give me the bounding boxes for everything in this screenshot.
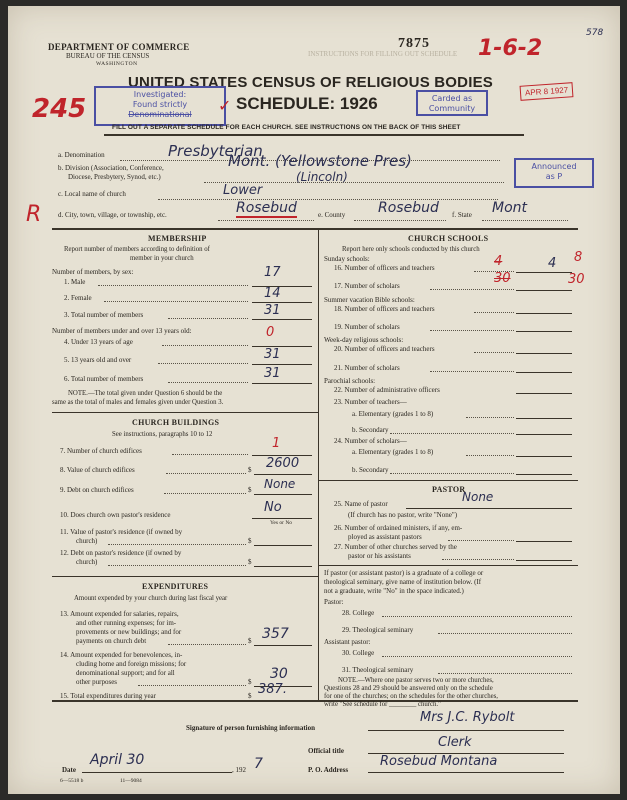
- expenditures-heading: EXPENDITURES: [142, 582, 209, 591]
- date-value: April 30: [90, 752, 145, 768]
- graduate-note-3: not a graduate, write "No" in the space indicated.): [324, 587, 464, 595]
- q25-label: 25. Name of pastor: [334, 500, 388, 508]
- buildings-rule: [52, 412, 318, 413]
- q10-answer-line: [252, 518, 312, 519]
- bureau-label: BUREAU OF THE CENSUS: [66, 52, 150, 60]
- q6-leader: [168, 382, 248, 383]
- q18-label: 18. Number of officers and teachers: [334, 305, 435, 313]
- local-name-line: [158, 199, 498, 200]
- q16-answer-line: [516, 272, 572, 273]
- division-value: Mont. (Yellowstone Pres): [228, 152, 412, 170]
- q11-answer-line: [254, 545, 312, 546]
- schedule-title: SCHEDULE: 1926: [236, 94, 378, 113]
- table-top-rule: [52, 228, 578, 230]
- announced-stamp: [514, 158, 594, 188]
- q27-leader: [442, 559, 514, 560]
- department-label: DEPARTMENT OF COMMERCE: [48, 42, 190, 52]
- date-line: [82, 772, 232, 773]
- q26-leader: [448, 540, 514, 541]
- buildings-intro: See instructions, paragraphs 10 to 12: [112, 431, 213, 438]
- county-line: [354, 220, 446, 221]
- q10-hint: Yes or No: [270, 520, 293, 526]
- official-title-label: Official title: [308, 747, 344, 755]
- stamp-investigated-text: Investigated:: [133, 90, 187, 99]
- q14-line4: other purposes: [76, 678, 118, 686]
- q26-answer-line: [516, 541, 572, 542]
- q12-label-line2: church): [76, 558, 98, 566]
- q16-value: 4: [494, 254, 503, 269]
- q13-value: 357: [262, 626, 289, 642]
- q30-label: 30. College: [342, 649, 375, 657]
- margin-r-annotation: R: [26, 202, 42, 227]
- q23a-leader: [466, 417, 514, 418]
- stamp-found-text: Found strictly: [132, 100, 188, 109]
- q2-value: 14: [264, 286, 281, 301]
- po-address-line: [368, 772, 564, 773]
- q29-label: 29. Theological seminary: [342, 626, 414, 634]
- pastor-note-2: Questions 28 and 29 should be answered only on the schedule: [324, 685, 493, 692]
- instruction-line: FILL OUT A SEPARATE SCHEDULE FOR EACH CHURCH. SEE INSTRUCTIONS ON THE BACK OF THIS SHEET: [112, 124, 461, 131]
- q17-answer-line: [516, 290, 572, 291]
- q4-label: 4. Under 13 years of age: [64, 338, 133, 346]
- q23-label: 23. Number of teachers—: [334, 398, 407, 406]
- members-by-sex-label: Number of members, by sex:: [52, 268, 134, 276]
- buildings-heading: CHURCH BUILDINGS: [132, 418, 220, 427]
- q11-dollar: $: [248, 537, 252, 545]
- stamp-denominational-text: Denominational: [128, 110, 192, 119]
- q3-leader: [168, 318, 248, 319]
- denomination-label: a. Denomination: [58, 151, 105, 159]
- assistant-sub-label: Assistant pastor:: [324, 638, 371, 646]
- pastor-note-3: for one of the churches; on the schedules for the other churches,: [324, 693, 499, 700]
- year-prefix: , 192: [232, 766, 246, 774]
- state-value: Mont: [492, 200, 528, 216]
- graduate-rule: [318, 565, 578, 566]
- census-schedule-sheet: [8, 6, 620, 794]
- pastor-heading: PASTOR: [432, 485, 466, 494]
- po-address-value: Rosebud Montana: [380, 754, 498, 769]
- q21-leader: [430, 371, 514, 372]
- q9-dollar: $: [248, 486, 252, 494]
- q24b-leader: [390, 473, 514, 474]
- stamp-announced-text: Announced: [531, 162, 577, 171]
- q1-label: 1. Male: [64, 278, 86, 286]
- state-label: f. State: [452, 211, 472, 219]
- city-label: d. City, town, village, or township, etc.: [58, 211, 167, 219]
- q18-leader: [474, 312, 514, 313]
- graduate-note-2: theological seminary, give name of institution below. (If: [324, 578, 482, 586]
- q9-label: 9. Debt on church edifices: [60, 486, 134, 494]
- q24b-answer-line: [516, 474, 572, 475]
- q13-line1: 13. Amount expended for salaries, repairs,: [60, 610, 179, 618]
- q5-label: 5. 13 years old and over: [64, 356, 132, 364]
- q23b-answer-line: [516, 434, 572, 435]
- q27-line2: pastor or his assistants: [348, 552, 411, 560]
- q20-label: 20. Number of officers and teachers: [334, 345, 435, 353]
- q9-value: None: [264, 477, 296, 491]
- q24a-label: a. Elementary (grades 1 to 8): [352, 448, 434, 456]
- city-value: Rosebud: [236, 200, 297, 216]
- schools-intro: Report here only schools conducted by this church: [342, 246, 480, 253]
- q14-dollar: $: [248, 678, 252, 686]
- local-name-label: c. Local name of church: [58, 190, 126, 198]
- q17-value: 30: [494, 271, 511, 286]
- membership-intro-1: Report number of members according to definition of: [64, 246, 210, 253]
- signature-line: [368, 730, 564, 731]
- q14-line3: denominational support; and for all: [76, 669, 175, 677]
- q24b-label: b. Secondary: [352, 466, 389, 474]
- q5-value: 31: [264, 347, 281, 362]
- pastor-rule: [318, 480, 578, 481]
- stamp-carded-text: Carded as: [431, 94, 473, 103]
- q13-leader: [168, 644, 246, 645]
- q10-value: No: [264, 500, 282, 515]
- q22-label: 22. Number of administrative officers: [334, 386, 440, 394]
- header-rule: [104, 134, 524, 136]
- q8-leader: [166, 473, 246, 474]
- q3-value: 31: [264, 303, 281, 318]
- q17-leader: [430, 289, 514, 290]
- expenditures-rule: [52, 576, 318, 577]
- date-label: Date: [62, 766, 76, 774]
- q3-label: 3. Total number of members: [64, 311, 144, 319]
- q12-dollar: $: [248, 558, 252, 566]
- division-value-secondary: (Lincoln): [296, 170, 348, 184]
- q5-leader: [158, 363, 248, 364]
- q30-leader: [382, 656, 572, 657]
- q9-answer-line: [254, 494, 312, 495]
- q15-value: 387.: [258, 682, 287, 697]
- q5-answer-line: [252, 364, 312, 365]
- state-line: [482, 220, 568, 221]
- weekday-schools-label: Week-day religious schools:: [324, 336, 404, 344]
- form-code: 11—9084: [120, 778, 142, 784]
- city-line: [218, 220, 314, 221]
- signature-label: Signature of person furnishing information: [186, 724, 315, 732]
- stamp-as-text: as P: [545, 172, 563, 181]
- parochial-schools-label: Parochial schools:: [324, 377, 376, 385]
- date-received-stamp: APR 8 1927: [520, 82, 574, 101]
- page-number: 578: [586, 28, 604, 38]
- denomination-value: Presbyterian: [168, 142, 263, 160]
- q19-label: 19. Number of scholars: [334, 323, 400, 331]
- q6-label: 6. Total number of members: [64, 375, 144, 383]
- q7-value: 1: [272, 436, 281, 451]
- left-code-annotation: 245: [32, 94, 87, 124]
- q8-label: 8. Value of church edifices: [60, 466, 135, 474]
- q21-answer-line: [516, 372, 572, 373]
- membership-note-2: same as the total of males and females given under Question 3.: [52, 399, 224, 406]
- q7-leader: [172, 454, 248, 455]
- q15-dollar: $: [248, 692, 252, 700]
- q17-label: 17. Number of scholars: [334, 282, 400, 290]
- q6-value: 31: [264, 366, 281, 381]
- q19-answer-line: [516, 331, 572, 332]
- q2-label: 2. Female: [64, 294, 92, 302]
- q24a-answer-line: [516, 456, 572, 457]
- q25-value: None: [462, 490, 494, 504]
- q23b-leader: [390, 433, 514, 434]
- form-title: UNITED STATES CENSUS OF RELIGIOUS BODIES: [128, 74, 493, 91]
- q26-line2: ployed as assistant pastors: [348, 533, 422, 541]
- q20-leader: [474, 352, 514, 353]
- q12-label-line1: 12. Debt on pastor's residence (if owned by: [60, 549, 182, 557]
- q11-label-line1: 11. Value of pastor's residence (if owned by: [60, 528, 183, 536]
- q23a-label: a. Elementary (grades 1 to 8): [352, 410, 434, 418]
- q16-margin-value: 8: [574, 250, 583, 265]
- q16-label: 16. Number of officers and teachers: [334, 264, 435, 272]
- faint-header-text: INSTRUCTIONS FOR FILLING OUT SCHEDULE: [308, 50, 458, 58]
- membership-heading: MEMBERSHIP: [148, 234, 207, 243]
- q13-line3: provements or new buildings; and for: [76, 628, 182, 636]
- q27-answer-line: [516, 560, 572, 561]
- schools-heading: CHURCH SCHOOLS: [408, 234, 489, 243]
- q16-correction: 4: [548, 256, 557, 271]
- signature-value: Mrs J.C. Rybolt: [420, 710, 515, 725]
- form-number: 6—5518 b: [60, 778, 84, 784]
- q14-line2: cluding home and foreign missions; for: [76, 660, 187, 668]
- q13-line2: and other running expenses; for im-: [76, 619, 177, 627]
- q8-answer-line: [254, 474, 312, 475]
- year-value: 7: [254, 756, 263, 772]
- q13-dollar: $: [248, 637, 252, 645]
- q4-leader: [162, 345, 248, 346]
- q25-hint: (If church has no pastor, write "None"): [348, 511, 458, 519]
- county-value: Rosebud: [378, 200, 439, 216]
- q8-value: 2600: [266, 456, 300, 471]
- q25-answer-line: [406, 508, 572, 509]
- q1-value: 17: [264, 265, 281, 280]
- pastor-sub-label: Pastor:: [324, 598, 344, 606]
- expenditures-intro: Amount expended by your church during last fiscal year: [74, 595, 228, 602]
- pastor-note-4: write "See schedule for ________ church.": [324, 701, 441, 708]
- q23a-answer-line: [516, 418, 572, 419]
- q24a-leader: [466, 455, 514, 456]
- q14-line1: 14. Amount expended for benevolences, in-: [60, 651, 183, 659]
- column-divider: [318, 228, 319, 700]
- q29-leader: [438, 633, 572, 634]
- q4-answer-line: [252, 346, 312, 347]
- division-label-line1: b. Division (Association, Conference,: [58, 164, 164, 172]
- q15-label: 15. Total expenditures during year: [60, 692, 156, 700]
- q31-leader: [438, 673, 572, 674]
- check-mark-icon: ✓: [218, 96, 232, 115]
- q23b-label: b. Secondary: [352, 426, 389, 434]
- q21-label: 21. Number of scholars: [334, 364, 400, 372]
- q2-leader: [104, 301, 248, 302]
- graduate-note-1: If pastor (or assistant pastor) is a graduate of a college or: [324, 569, 484, 577]
- q7-label: 7. Number of church edifices: [60, 447, 142, 455]
- q20-answer-line: [516, 353, 572, 354]
- q8-dollar: $: [248, 466, 252, 474]
- q3-answer-line: [252, 319, 312, 320]
- q26-line1: 26. Number of ordained ministers, if any, em-: [334, 524, 463, 532]
- q11-leader: [108, 544, 246, 545]
- summer-schools-label: Summer vacation Bible schools:: [324, 296, 415, 304]
- q1-answer-line: [252, 286, 312, 287]
- city-label: WASHINGTON: [96, 61, 138, 67]
- stamp-community-text: Community: [428, 104, 476, 113]
- carded-stamp: [416, 90, 488, 116]
- local-name-value: Lower: [223, 183, 263, 198]
- q28-label: 28. College: [342, 609, 375, 617]
- county-label: e. County: [318, 211, 346, 219]
- q31-label: 31. Theological seminary: [342, 666, 414, 674]
- membership-intro-2: member in your church: [130, 255, 194, 262]
- serial-number: 7875: [398, 36, 430, 51]
- top-right-code: 1-6-2: [478, 36, 543, 61]
- q24-label: 24. Number of scholars—: [334, 437, 407, 445]
- official-title-value: Clerk: [438, 735, 472, 750]
- q12-answer-line: [254, 566, 312, 567]
- q19-leader: [430, 330, 514, 331]
- q22-answer-line: [516, 393, 572, 394]
- q6-answer-line: [252, 383, 312, 384]
- q14-leader: [138, 685, 246, 686]
- division-label-line2: Diocese, Presbytery, Synod, etc.): [68, 173, 161, 181]
- q18-answer-line: [516, 313, 572, 314]
- q11-label-line2: church): [76, 537, 98, 545]
- q2-answer-line: [252, 302, 312, 303]
- q14-value: 30: [270, 666, 288, 682]
- pastor-note-1: NOTE.—Where one pastor serves two or more churches,: [338, 677, 494, 684]
- q4-value: 0: [266, 325, 275, 340]
- investigated-stamp: [94, 86, 226, 126]
- po-address-label: P. O. Address: [308, 766, 349, 774]
- q1-leader: [98, 285, 248, 286]
- sunday-schools-label: Sunday schools:: [324, 255, 370, 263]
- q27-line1: 27. Number of other churches served by the: [334, 543, 457, 551]
- q12-leader: [108, 565, 246, 566]
- q13-line4: payments on church debt: [76, 637, 147, 645]
- q28-leader: [382, 616, 572, 617]
- members-by-age-label: Number of members under and over 13 years old:: [52, 327, 192, 335]
- membership-note-1: NOTE.—The total given under Question 6 should be the: [68, 390, 223, 397]
- q13-answer-line: [254, 645, 312, 646]
- q10-label: 10. Does church own pastor's residence: [60, 511, 171, 519]
- q17-margin-value: 30: [568, 272, 585, 287]
- q9-leader: [164, 493, 246, 494]
